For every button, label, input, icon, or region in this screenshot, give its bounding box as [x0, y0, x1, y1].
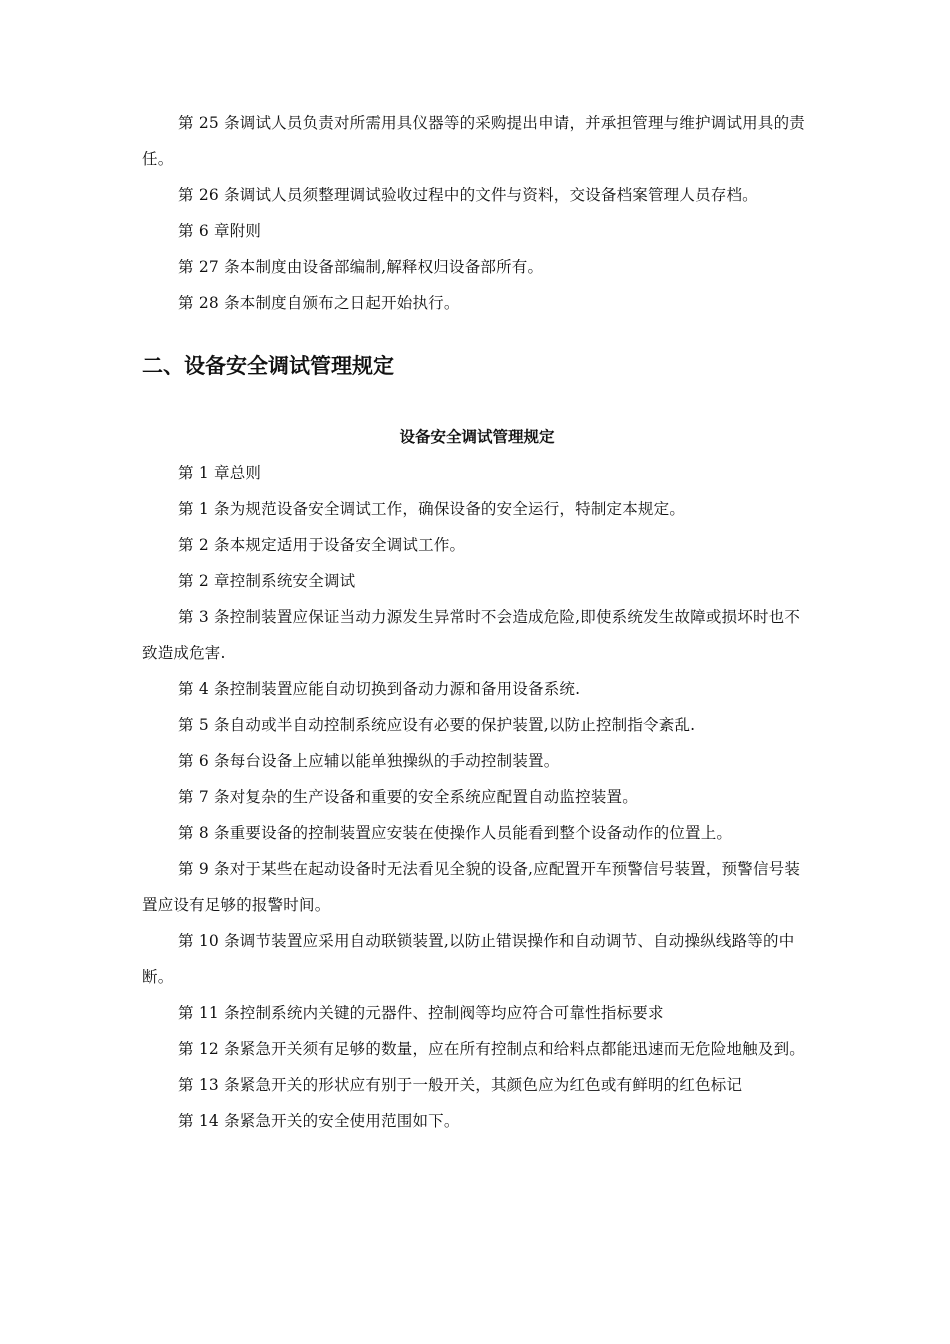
paragraph-article-26: 第 26 条调试人员须整理调试验收过程中的文件与资料，交设备档案管理人员存档。	[178, 186, 758, 204]
paragraph-article-6: 第 6 条每台设备上应辅以能单独操纵的手动控制装置。	[178, 752, 560, 770]
document-content	[142, 105, 812, 1139]
paragraph-article-9: 第 9 条对于某些在起动设备时无法看见全貌的设备,应配置开车预警信号装置，预警信号装置应设有足够的报警时间。	[142, 860, 801, 914]
paragraph-article-8: 第 8 条重要设备的控制装置应安装在使操作人员能看到整个设备动作的位置上。	[178, 824, 733, 842]
paragraph-article-10: 第 10 条调节装置应采用自动联锁装置,以防止错误操作和自动调节、自动操纵线路等的中断。	[142, 932, 795, 986]
paragraph-article-12: 第 12 条紧急开关须有足够的数量，应在所有控制点和给料点都能迅速而无危险地触及到。	[178, 1040, 805, 1058]
paragraph-article-7: 第 7 条对复杂的生产设备和重要的安全系统应配置自动监控装置。	[178, 788, 638, 806]
section-heading: 二、设备安全调试管理规定	[142, 354, 394, 378]
paragraph-article-25: 第 25 条调试人员负责对所需用具仪器等的采购提出申请，并承担管理与维护调试用具的责任。	[142, 114, 805, 168]
chapter-6-heading: 第 6 章附则	[178, 222, 262, 240]
doc-title: 设备安全调试管理规定	[399, 428, 555, 446]
paragraph-article-13: 第 13 条紧急开关的形状应有别于一般开关，其颜色应为红色或有鲜明的红色标记	[178, 1076, 743, 1094]
paragraph-article-1: 第 1 条为规范设备安全调试工作，确保设备的安全运行，特制定本规定。	[178, 500, 686, 518]
chapter-1-heading: 第 1 章总则	[178, 464, 262, 482]
paragraph-article-2: 第 2 条本规定适用于设备安全调试工作。	[178, 536, 466, 554]
paragraph-article-4: 第 4 条控制装置应能自动切换到备动力源和备用设备系统.	[178, 680, 581, 698]
paragraph-article-11: 第 11 条控制系统内关键的元器件、控制阀等均应符合可靠性指标要求	[178, 1004, 664, 1022]
paragraph-article-5: 第 5 条自动或半自动控制系统应设有必要的保护装置,以防止控制指令紊乱.	[178, 716, 696, 734]
chapter-2-heading: 第 2 章控制系统安全调试	[178, 572, 356, 590]
paragraph-article-28: 第 28 条本制度自颁布之日起开始执行。	[178, 294, 460, 312]
paragraph-article-27: 第 27 条本制度由设备部编制,解释权归设备部所有。	[178, 258, 544, 276]
paragraph-article-14: 第 14 条紧急开关的安全使用范围如下。	[178, 1112, 460, 1130]
paragraph-article-3: 第 3 条控制装置应保证当动力源发生异常时不会造成危险,即使系统发生故障或损坏时也不致造成危害.	[142, 608, 801, 662]
